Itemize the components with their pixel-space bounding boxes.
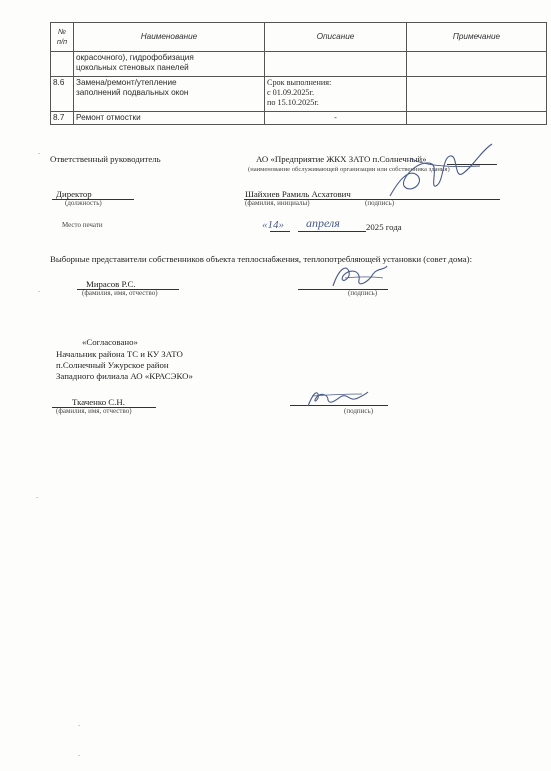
approver-signature (302, 384, 372, 412)
row-name: окрасочного), гидрофобизация цокольных стеновых панелей (74, 52, 265, 77)
position-caption: (должность) (65, 199, 102, 207)
organization-caption: (наименование обслуживающей организации или собственника здания) (248, 166, 450, 173)
row-description (265, 52, 407, 77)
approval-line3: Западного филиала АО «КРАСЭКО» (56, 371, 193, 381)
organization-value: АО «Предприятие ЖКХ ЗАТО п.Солнечный» (256, 154, 427, 164)
approver-name-value: Ткаченко С.Н. (72, 397, 125, 407)
row-note (407, 77, 547, 112)
representative-name-value: Мирасов Р.С. (86, 279, 136, 289)
table-row (51, 112, 547, 125)
margin-mark: · (38, 150, 41, 158)
margin-mark: · (78, 722, 81, 730)
date-month-line (298, 231, 366, 232)
row-note (407, 52, 547, 77)
row-description: - (265, 112, 407, 125)
manager-signature-caption: (подпись) (365, 199, 395, 207)
manager-name-value: Шайхиев Рамиль Асхатович (245, 189, 351, 199)
row-name: Ремонт отмостки (74, 112, 265, 125)
representative-signature (325, 258, 395, 294)
header-name: Наименование (74, 23, 265, 52)
margin-mark: · (36, 494, 39, 502)
row-number: 8.7 (51, 112, 74, 125)
date-day: «14» (262, 219, 284, 231)
works-table (50, 22, 547, 125)
table-row (51, 77, 547, 112)
table-row (51, 52, 547, 77)
stamp-label: Место печати (62, 221, 103, 229)
row-name: Замена/ремонт/утепление заполнений подвальных окон (74, 77, 265, 112)
header-description: Описание (265, 23, 407, 52)
approval-line1: Начальник района ТС и КУ ЗАТО (56, 349, 183, 359)
header-number: № п/п (51, 23, 74, 52)
row-description: Срок выполнения: с 01.09.2025г. по 15.10.2025г. (265, 77, 407, 112)
row-note (407, 112, 547, 125)
row-number: 8.6 (51, 77, 74, 112)
approval-title: «Согласовано» (82, 337, 138, 347)
date-day-line (270, 231, 290, 232)
date-year: 2025 года (366, 222, 402, 232)
date-month: апреля (306, 216, 340, 230)
representative-name-caption: (фамилия, имя, отчество) (82, 289, 158, 297)
manager-name-caption: (фамилия, инициалы) (245, 199, 310, 207)
table-header-row (51, 23, 547, 52)
approver-signature-caption: (подпись) (344, 407, 374, 415)
position-value: Директор (56, 189, 92, 199)
margin-mark: · (38, 288, 41, 296)
representative-signature-caption: (подпись) (348, 289, 378, 297)
approval-line2: п.Солнечный Ужурское район (56, 360, 169, 370)
representatives-text: Выборные представители собственников объекта теплоснабжения, теплопотребляющей установки (совет дома): (50, 254, 473, 264)
approver-name-caption: (фамилия, имя, отчество) (56, 407, 132, 415)
manager-signature (380, 138, 500, 208)
responsible-label: Ответственный руководитель (50, 154, 161, 164)
margin-mark: · (78, 752, 81, 760)
header-note: Примечание (407, 23, 547, 52)
row-number (51, 52, 74, 77)
